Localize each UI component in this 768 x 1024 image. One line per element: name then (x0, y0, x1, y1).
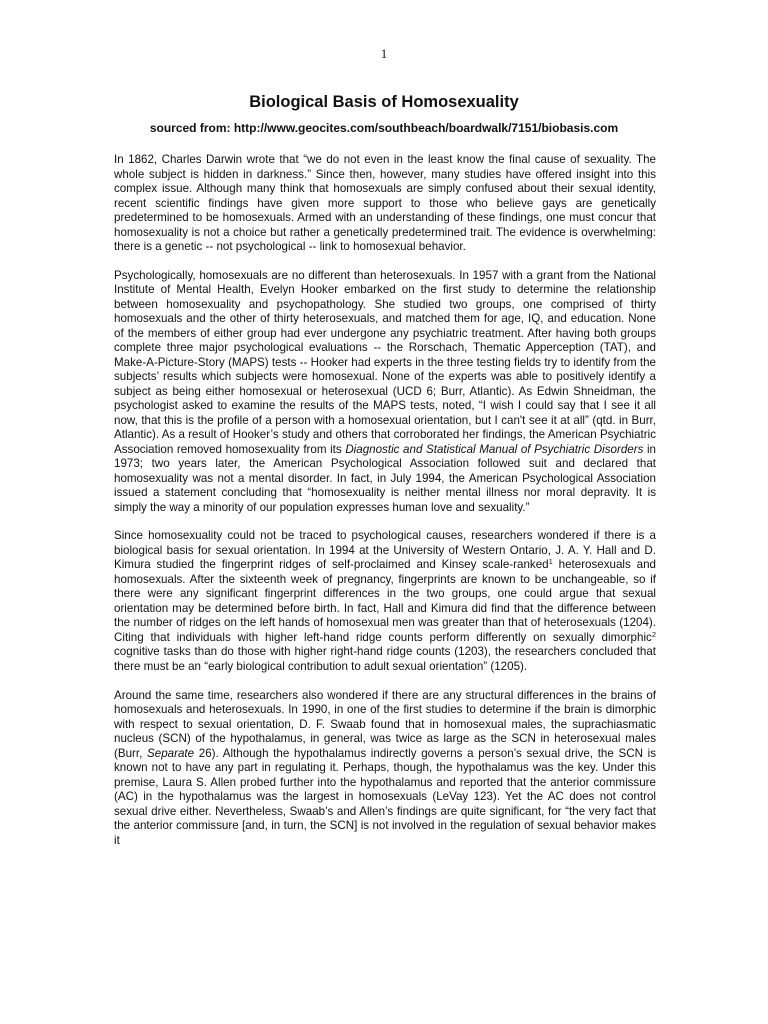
paragraph-3 (114, 529, 656, 674)
paragraph-2-text-b: in 1973; two years later, the American Psychological Association followed suit and declared that homosexuality was not a mental disorder. In fact, in July 1994, the American Psychological Association issued a statement concluding that “homosexuality is neither mental illness nor moral depravity. It is simply the way a minority of our population expresses human love and sexuality.” (114, 442, 657, 514)
paragraph-2 (114, 269, 656, 516)
footnote-marker-1: 1 (548, 557, 553, 567)
paragraph-1: In 1862, Charles Darwin wrote that “we do not even in the least know the final cause of sexuality. The whole subject is hidden in darkness.” Since then, however, many studies have offered insight into this complex issue. Although many think that homosexuals are simply confused about their sexual identity, recent scientific findings have given more support to those who believe gays are genetically predetermined to be homosexuals. Armed with an understanding of these findings, one must concur that homosexuality is not a choice but rather a genetically predetermined trait. The evidence is overwhelming: there is a genetic -- not psychological -- link to homosexual behavior. (114, 153, 656, 253)
page-number: 1 (380, 46, 388, 61)
paragraph-4-italic-title: Separate (147, 746, 195, 760)
paragraph-3-text-b: heterosexuals and homosexuals. After the sixteenth week of pregnancy, fingerprints are known to be unchangeable, so if there were any significant fingerprint differences in the two groups, one could argue that sexual orientation may be determined before birth. In fact, Hall and Kimura did find that the difference between the number of ridges on the left hands of homosexual men was greater than that of heterosexuals (1204). Citing that individuals with higher left-hand ridge counts perform differently on sexually dimorphic (114, 558, 656, 644)
paragraph-3-text-a: Since homosexuality could not be traced to psychological causes, researchers wondered if there is a biological basis for sexual orientation. In 1994 at the University of Western Ontario, J. A. Y. Hall and D. Kimura studied the fingerprint ridges of self-proclaimed and Kinsey scale-ranked (114, 529, 656, 572)
source-line: sourced from: http://www.geocites.com/southbeach/boardwalk/7151/biobasis.com (149, 121, 619, 135)
footnote-marker-2: 2 (651, 629, 656, 639)
paragraph-4 (114, 689, 656, 849)
document-title: Biological Basis of Homosexuality (249, 93, 519, 111)
paragraph-4-text-a: Around the same time, researchers also wondered if there are any structural differences in the brains of homosexuals and heterosexuals. In 1990, in one of the first studies to determine if the brain is dimorphic with respect to sexual orientation, D. F. Swaab found that in homosexual males, the suprachiasmatic nucleus (SCN) of the hypothalamus, in general, was twice as large as the SCN in heterosexual males (Burr, (114, 688, 656, 760)
document-body (114, 153, 656, 862)
paragraph-2-italic-title: Diagnostic and Statistical Manual of Psychiatric Disorders (345, 442, 644, 456)
paragraph-4-text-b: 26). Although the hypothalamus indirectly governs a person’s sexual drive, the SCN is known not to have any part in regulating it. Perhaps, though, the hypothalamus was the key. Under this premise, Laura S. Allen probed further into the hypothalamus and reported that the anterior commissure (AC) in the hypothalamus was the largest in homosexuals (LeVay 123). Yet the AC does not control sexual drive either. Nevertheless, Swaab’s and Allen’s findings are quite significant, for “the very fact that the anterior commissure [and, in turn, the SCN] is not involved in the regulation of sexual behavior makes it (114, 746, 656, 847)
paragraph-2-text-a: Psychologically, homosexuals are no different than heterosexuals. In 1957 with a grant from the National Institute of Mental Health, Evelyn Hooker embarked on the first study to determine the relationship between homosexuality and psychopathology. She studied two groups, one comprised of thirty homosexuals and the other of thirty heterosexuals, and matched them for age, IQ, and education. None of the members of either group had ever undergone any psychiatric treatment. After having both groups complete three major psychological evaluations -- the Rorschach, Thematic Apperception (TAT), and Make-A-Picture-Story (MAPS) tests -- Hooker had experts in the three testing fields try to identify from the subjects’ results which subjects were homosexual. None of the experts was able to positively identify a subject as being either homosexual or heterosexual (UCD 6; Burr, Atlantic). As Edwin Shneidman, the psychologist asked to examine the results of the MAPS tests, noted, “I wish I could say that I see it all now, that this is the profile of a person with a homosexual orientation, but I can't see it at all” (qtd. in Burr, Atlantic). As a result of Hooker’s study and others that corroborated her findings, the American Psychiatric Association removed homosexuality from its (114, 268, 656, 456)
paragraph-3-text-c: cognitive tasks than do those with higher right-hand ridge counts (1203), the researchers concluded that there must be an “early biological contribution to adult sexual orientation” (1205). (114, 645, 656, 673)
